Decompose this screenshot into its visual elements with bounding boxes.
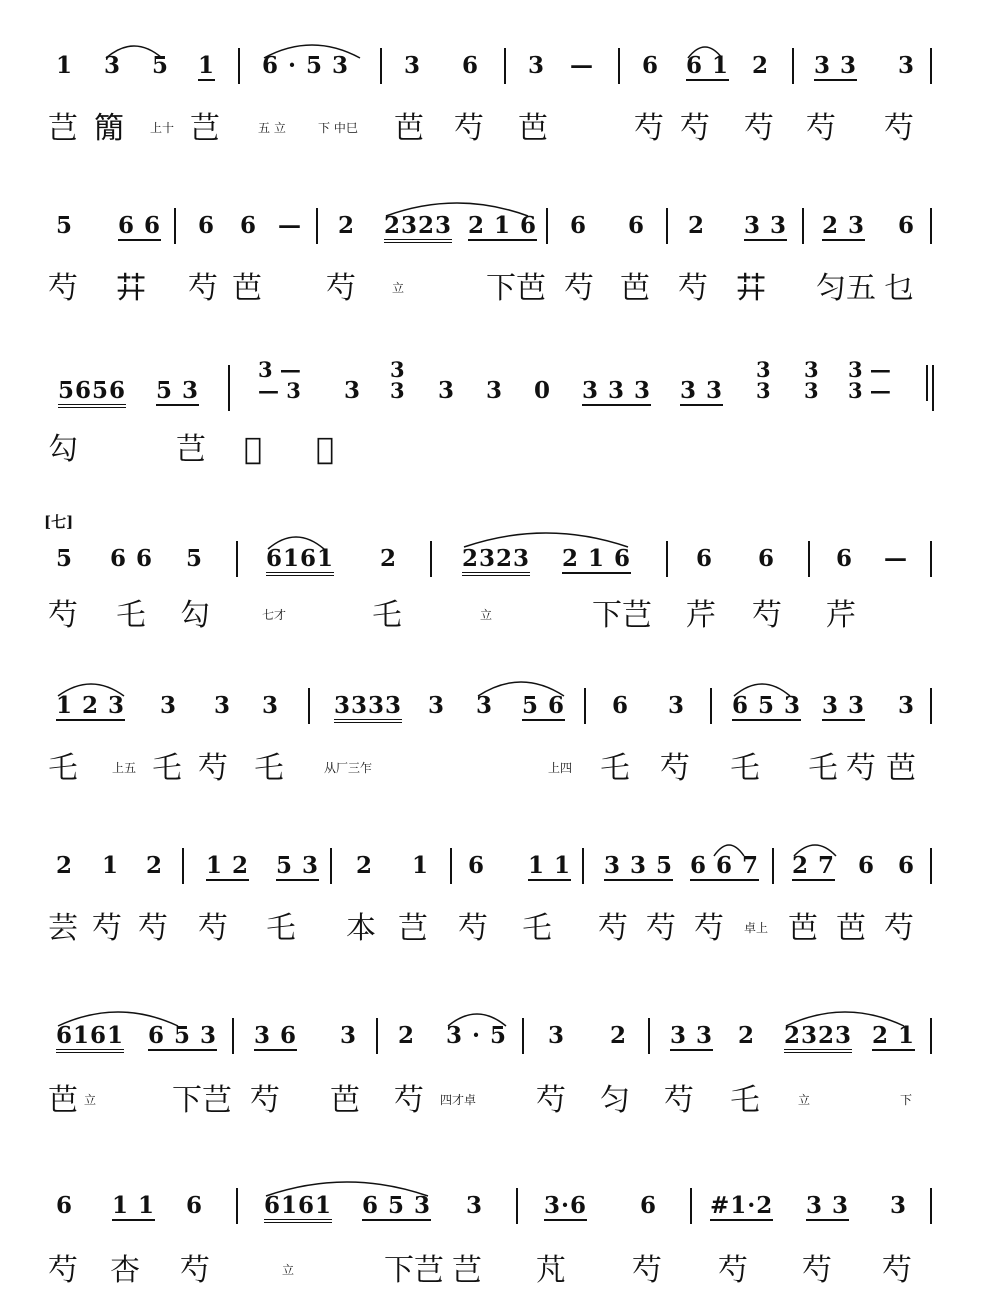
note-chord: 3 — 3 —	[848, 357, 891, 403]
note-chord: 3 3	[756, 357, 771, 403]
jianzi-glyph: 芍	[664, 1083, 694, 1118]
note: 6	[836, 545, 854, 572]
barline	[710, 688, 712, 724]
note: 6	[642, 52, 660, 79]
jianzi-glyph: 上四	[548, 761, 573, 775]
jianzi-glyph: 芍	[598, 911, 628, 946]
note: 6	[56, 1192, 74, 1219]
jianzi-glyph: 本	[346, 911, 376, 946]
barline	[648, 1018, 650, 1054]
jianzi-glyph: 下芭	[486, 271, 546, 306]
jianzi-glyph: 芍	[564, 271, 594, 306]
note: 1	[198, 52, 216, 79]
note: 3	[404, 52, 422, 79]
jianzi-glyph: 芭	[48, 1083, 78, 1118]
jianzi-glyph: 乇	[48, 751, 78, 786]
jianzi-glyph: 芍	[660, 751, 690, 786]
jianzi-glyph: 芍	[180, 1253, 210, 1288]
note: —	[884, 545, 908, 572]
slur	[686, 40, 724, 60]
note: 6	[186, 1192, 204, 1219]
note: 3	[438, 377, 456, 404]
jianzi-glyph: 芭	[886, 751, 916, 786]
note: 0	[534, 377, 552, 404]
jianzi-glyph: 芍	[634, 111, 664, 146]
note: 1	[56, 52, 74, 79]
jianzi-glyph: 七才	[262, 608, 287, 622]
jianzi-glyph: 芹	[686, 598, 716, 633]
barline	[792, 48, 794, 84]
note: 6 5 3	[148, 1022, 218, 1049]
jianzi-glyph: 乇	[254, 751, 284, 786]
note: 2	[338, 212, 356, 239]
note: 2 1 6	[468, 212, 538, 239]
note: 6	[570, 212, 588, 239]
jianzi-glyph: 乇	[522, 911, 552, 946]
jianzi-glyph: 芍	[394, 1083, 424, 1118]
note: 3	[548, 1022, 566, 1049]
jianzi-glyph: 芍	[48, 1253, 78, 1288]
note: 6161	[266, 547, 334, 576]
note: 2	[56, 852, 74, 879]
jianpu-row	[0, 1010, 989, 1070]
jianpu-row	[0, 200, 989, 260]
note: 5 3	[156, 377, 200, 404]
slur	[264, 1176, 430, 1198]
jianzi-row	[0, 1250, 989, 1300]
barline	[236, 541, 238, 577]
jianpu-row	[0, 680, 989, 740]
note: 1	[412, 852, 430, 879]
note: 2	[610, 1022, 628, 1049]
jianzi-glyph: 立	[798, 1093, 811, 1107]
notation-system-7	[0, 1010, 989, 1160]
note: 6 6	[118, 212, 162, 239]
barline	[316, 208, 318, 244]
note: 2323	[384, 214, 452, 243]
note: 6 5 3	[732, 692, 802, 719]
note: 3	[486, 377, 504, 404]
note: 6 6 7	[690, 852, 760, 879]
barline	[666, 541, 668, 577]
note: 3	[466, 1192, 484, 1219]
jianzi-glyph: 芍	[884, 111, 914, 146]
notation-system-1	[0, 40, 989, 190]
jianzi-glyph: 立	[84, 1093, 97, 1107]
barline	[450, 848, 452, 884]
barline	[584, 688, 586, 724]
notation-system-2	[0, 200, 989, 350]
note: 3 3	[822, 692, 866, 719]
slur	[262, 40, 362, 60]
notation-system-6	[0, 840, 989, 990]
note: 6161	[56, 1024, 124, 1053]
note: 6	[696, 545, 714, 572]
jianzi-glyph: 乇	[808, 751, 838, 786]
note-chord: 3 3	[804, 357, 819, 403]
slur	[56, 678, 126, 698]
jianpu-row	[0, 533, 989, 593]
note: 1 1	[528, 852, 572, 879]
jianzi-glyph: 芍	[48, 271, 78, 306]
note: 3 3 3	[582, 377, 652, 404]
barline	[930, 688, 932, 724]
jianzi-glyph: 芑	[48, 111, 78, 146]
note: 3 3	[670, 1022, 714, 1049]
barline	[228, 365, 230, 411]
note: 6	[612, 692, 630, 719]
note: 6	[898, 212, 916, 239]
note: 2 1	[872, 1022, 916, 1049]
note: 6 6	[110, 545, 154, 572]
jianzi-glyph: 芍	[806, 111, 836, 146]
note: #1·2	[710, 1192, 774, 1219]
note: 3333	[334, 694, 402, 723]
note: 1 2 3	[56, 692, 126, 719]
slur	[56, 1006, 180, 1028]
note: 3	[344, 377, 362, 404]
barline	[582, 848, 584, 884]
jianzi-glyph: 芭	[394, 111, 424, 146]
note: 3	[214, 692, 232, 719]
barline	[930, 1018, 932, 1054]
note: 6 1	[686, 52, 730, 79]
jianzi-glyph: 卓上	[744, 921, 769, 935]
barline	[772, 848, 774, 884]
jianzi-glyph: 芭	[836, 911, 866, 946]
note: 3 3	[814, 52, 858, 79]
jianzi-glyph: 芍	[536, 1083, 566, 1118]
jianzi-glyph: 芍	[198, 751, 228, 786]
barline	[808, 541, 810, 577]
note: 5	[186, 545, 204, 572]
note: 3 3	[806, 1192, 850, 1219]
note: 5	[56, 545, 74, 572]
jianzi-glyph: 芭	[518, 111, 548, 146]
note: 6161	[264, 1194, 332, 1223]
jianzi-row	[0, 908, 989, 958]
note: 5 3	[276, 852, 320, 879]
jianzi-glyph: 乇	[730, 1083, 760, 1118]
jianzi-glyph: 下芑	[172, 1083, 232, 1118]
barline	[376, 1018, 378, 1054]
jianzi-glyph: 芍	[250, 1083, 280, 1118]
jianzi-glyph: 芍	[458, 911, 488, 946]
note: 3	[528, 52, 546, 79]
note: 6	[758, 545, 776, 572]
jianzi-glyph: 芭	[788, 911, 818, 946]
jianpu-row	[0, 40, 989, 100]
note: 2 1 6	[562, 545, 632, 572]
note: 3 · 5	[446, 1022, 508, 1049]
note: 3	[898, 52, 916, 79]
barline	[930, 848, 932, 884]
barline	[930, 208, 932, 244]
note: 5	[152, 52, 170, 79]
note: 6	[898, 852, 916, 879]
jianzi-glyph: 芍	[678, 271, 708, 306]
jianzi-glyph: 上十	[150, 121, 175, 135]
note-chord: 3 3	[390, 357, 405, 403]
jianzi-row	[0, 429, 989, 479]
note: 1 1	[112, 1192, 156, 1219]
note: 6	[462, 52, 480, 79]
note: 6	[640, 1192, 658, 1219]
jianzi-glyph: 芍	[884, 911, 914, 946]
jianzi-glyph: 下 中巳	[318, 121, 358, 135]
notation-system-5	[0, 680, 989, 830]
note: 3·6	[544, 1192, 588, 1219]
jianzi-glyph: 芑	[452, 1253, 482, 1288]
jianpu-row	[0, 355, 989, 415]
double-barline	[932, 365, 934, 411]
barline	[330, 848, 332, 884]
note: 2 7	[792, 852, 836, 879]
slur	[104, 40, 164, 60]
jianzi-glyph: 下芑	[384, 1253, 444, 1288]
note: 3	[428, 692, 446, 719]
note: 3 3	[744, 212, 788, 239]
jianzi-glyph: 芭	[620, 271, 650, 306]
notation-system-8	[0, 1180, 989, 1298]
jianzi-glyph: 芭	[330, 1083, 360, 1118]
note: 3	[262, 692, 280, 719]
jianzi-glyph: 芍	[744, 111, 774, 146]
note: 3 3 5	[604, 852, 674, 879]
note: 5 6	[522, 692, 566, 719]
slur	[476, 676, 566, 698]
barline	[504, 48, 506, 84]
note: 2	[398, 1022, 416, 1049]
note: 1 2	[206, 852, 250, 879]
jianzi-glyph: 芍	[882, 1253, 912, 1288]
jianzi-row	[0, 595, 989, 645]
note: 2	[356, 852, 374, 879]
barline	[930, 1188, 932, 1224]
jianzi-row	[0, 748, 989, 798]
note: 6 5 3	[362, 1192, 432, 1219]
jianzi-glyph: 𦬇	[736, 271, 766, 306]
jianzi-glyph: 芍	[718, 1253, 748, 1288]
jianzi-glyph: 乇	[152, 751, 182, 786]
note: 3	[898, 692, 916, 719]
note: 2323	[784, 1024, 852, 1053]
slur	[462, 527, 630, 549]
jianpu-row	[0, 840, 989, 900]
note: 6	[858, 852, 876, 879]
slur	[784, 1006, 906, 1028]
jianzi-glyph: 乇	[266, 911, 296, 946]
note: 2323	[462, 547, 530, 576]
jianzi-glyph: 芍	[48, 598, 78, 633]
note: 1	[102, 852, 120, 879]
jianzi-glyph: 芃	[536, 1253, 566, 1288]
note: 2	[738, 1022, 756, 1049]
barline	[930, 48, 932, 84]
jianzi-glyph: 乜	[884, 271, 914, 306]
slur	[712, 838, 746, 858]
jianzi-glyph: 芍	[680, 111, 710, 146]
jianzi-glyph: 四才卓	[440, 1093, 477, 1107]
note: 6	[240, 212, 258, 239]
note: 2	[380, 545, 398, 572]
note: 3	[476, 692, 494, 719]
barline	[182, 848, 184, 884]
jianzi-glyph: 匀五	[816, 271, 876, 306]
note: —	[570, 52, 594, 79]
barline	[308, 688, 310, 724]
slur	[792, 838, 838, 858]
jianzi-glyph: 乇	[730, 751, 760, 786]
section-marker: [七]	[44, 513, 74, 531]
jianzi-glyph: 乇	[600, 751, 630, 786]
jianzi-glyph: 芍	[454, 111, 484, 146]
barline	[238, 48, 240, 84]
note: 2 3	[822, 212, 866, 239]
jianzi-row	[0, 268, 989, 318]
jianzi-glyph: 立	[480, 608, 493, 622]
jianzi-row	[0, 1080, 989, 1130]
jianzi-glyph: 杏	[110, 1253, 140, 1288]
barline	[430, 541, 432, 577]
jianzi-glyph: 芍	[694, 911, 724, 946]
notation-system-3	[0, 355, 989, 505]
jianzi-row	[0, 108, 989, 158]
jianzi-glyph: 下芑	[592, 598, 652, 633]
note: 6	[628, 212, 646, 239]
barline	[516, 1188, 518, 1224]
jianzi-glyph: 乇	[372, 598, 402, 633]
jianzi-glyph: 乇	[116, 598, 146, 633]
barline	[618, 48, 620, 84]
slur	[384, 198, 530, 218]
jianzi-glyph: 𦫵	[244, 432, 263, 467]
barline	[666, 208, 668, 244]
slur	[732, 678, 792, 698]
barline	[522, 1018, 524, 1054]
jianzi-glyph: 芑	[190, 111, 220, 146]
jianzi-glyph: 五 立	[258, 121, 286, 135]
barline	[930, 541, 932, 577]
jianzi-glyph: 芹	[826, 598, 856, 633]
note: 6	[198, 212, 216, 239]
note: 3	[890, 1192, 908, 1219]
jianzi-glyph: 芍	[802, 1253, 832, 1288]
jianzi-glyph: 匀	[600, 1083, 630, 1118]
jianzi-glyph: 芍	[646, 911, 676, 946]
jianzi-glyph: 勾	[180, 598, 210, 633]
note: 3	[340, 1022, 358, 1049]
jianzi-glyph: 𥳑	[94, 111, 124, 146]
jianzi-glyph: 立	[282, 1263, 295, 1277]
jianzi-glyph: 立	[392, 281, 405, 295]
jianzi-glyph: 下	[900, 1093, 913, 1107]
note: —	[278, 212, 302, 239]
barline	[380, 48, 382, 84]
jianzi-glyph: 勾	[48, 432, 78, 467]
jianzi-glyph: 𦬇	[116, 271, 146, 306]
jianzi-glyph: 芍	[188, 271, 218, 306]
notation-system-4	[0, 505, 989, 655]
jianzi-glyph: 芑	[176, 432, 206, 467]
jianzi-glyph: 芍	[198, 911, 228, 946]
jianzi-glyph: 芭	[232, 271, 262, 306]
jianzi-glyph: 从厂三乍	[324, 761, 373, 775]
jianzi-glyph: 芍	[632, 1253, 662, 1288]
barline	[546, 208, 548, 244]
barline	[174, 208, 176, 244]
note: 3	[160, 692, 178, 719]
jianzi-glyph: 芍	[92, 911, 122, 946]
barline	[690, 1188, 692, 1224]
jianzi-glyph: 芑	[398, 911, 428, 946]
note: 6	[468, 852, 486, 879]
note: 3 6	[254, 1022, 298, 1049]
note-chord: 3 — — 3	[258, 357, 301, 403]
note: 5656	[58, 379, 126, 408]
note: 3	[104, 52, 122, 79]
note: 2	[752, 52, 770, 79]
note: 3 3	[680, 377, 724, 404]
jianzi-glyph: 芸	[48, 911, 78, 946]
note: 2	[688, 212, 706, 239]
jianzi-glyph: 芍	[752, 598, 782, 633]
jianzi-glyph: 𦫵	[316, 432, 335, 467]
note: 5	[56, 212, 74, 239]
slur	[266, 531, 326, 551]
barline	[802, 208, 804, 244]
note: 2	[146, 852, 164, 879]
note: 3	[668, 692, 686, 719]
barline	[232, 1018, 234, 1054]
barline	[236, 1188, 238, 1224]
jianzi-glyph: 芍	[846, 751, 876, 786]
note: 6 · 5 3	[262, 52, 350, 79]
jianzi-glyph: 芍	[326, 271, 356, 306]
slur	[446, 1008, 508, 1028]
jianpu-row	[0, 1180, 989, 1240]
jianzi-glyph: 上五	[112, 761, 137, 775]
jianzi-glyph: 芍	[138, 911, 168, 946]
